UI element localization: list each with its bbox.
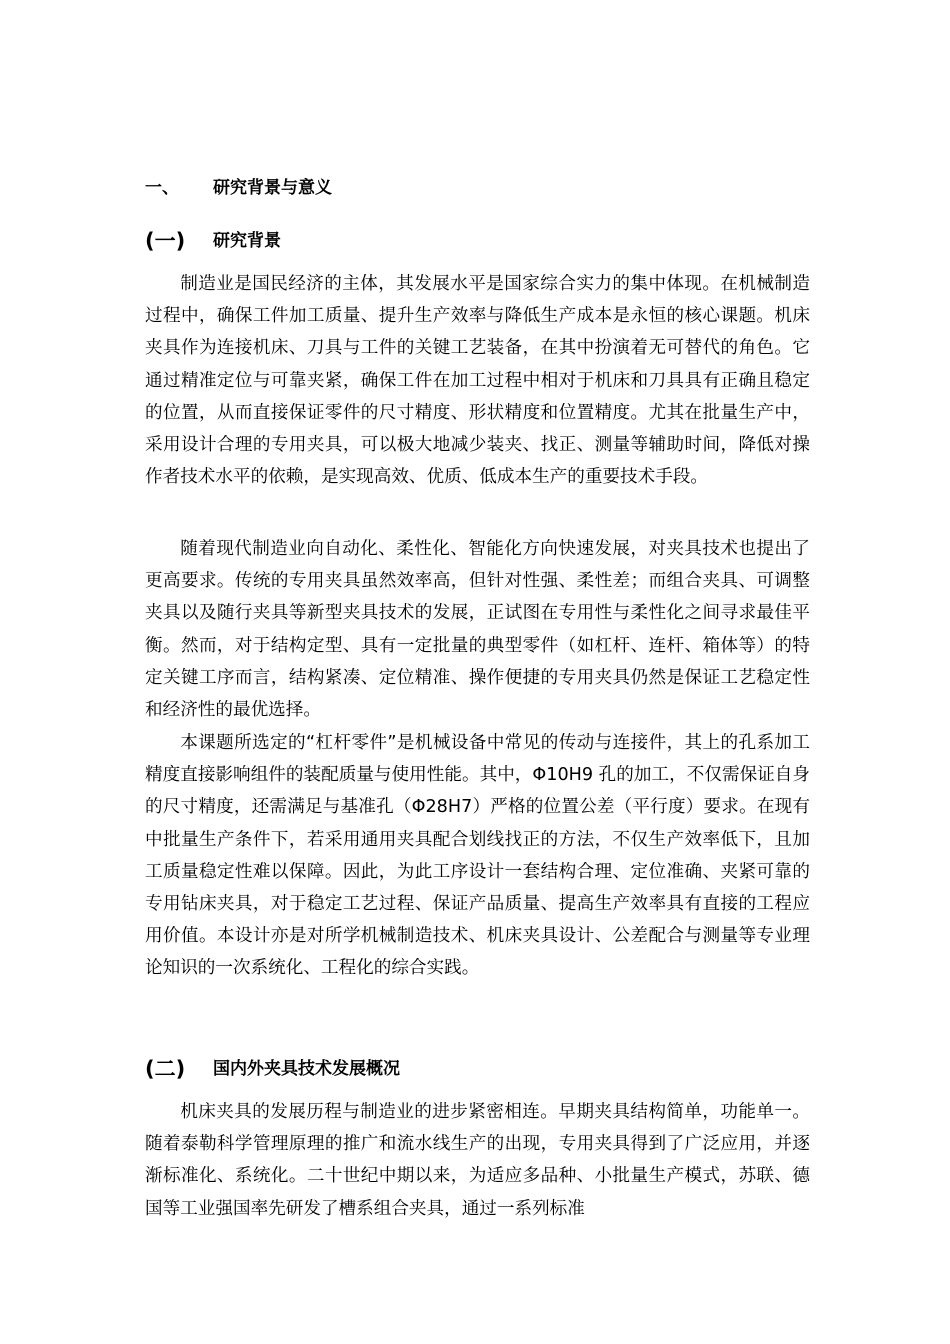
section-title: 研究背景与意义 [213, 178, 332, 198]
subsection-heading-1 [145, 226, 281, 256]
paragraph: 本课题所选定的“杠杆零件”是机械设备中常见的传动与连接件，其上的孔系加工精度直接影响组件的装配质量与使用性能。其中，Φ10H9 孔的加工，不仅需保证自身的尺寸精度，还需满足与基准孔（Φ28H7）严格的位置公差（平行度）要求。在现有中批量生产条件下，若采用通用夹具配合划线找正的方法，不仅生产效率低下，且加工质量稳定性难以保障。因此，为此工序设计一套结构合理、定位准确、夹紧可靠的专用钻床夹具，对于稳定工艺过程、保证产品质量、提高生产效率具有直接的工程应用价值。本设计亦是对所学机械制造技术、机床夹具设计、公差配合与测量等专业理论知识的一次系统化、工程化的综合实践。 [145, 733, 810, 979]
section-number: 一、 [145, 178, 179, 198]
subsection-title: 研究背景 [213, 231, 281, 251]
subsection-number: (二) [145, 1057, 186, 1081]
paragraph: 随着现代制造业向自动化、柔性化、智能化方向快速发展，对夹具技术也提出了更高要求。传统的专用夹具虽然效率高，但针对性强、柔性差；而组合夹具、可调整夹具以及随行夹具等新型夹具技术的发展，正试图在专用性与柔性化之间寻求最佳平衡。然而，对于结构定型、具有一定批量的典型零件（如杠杆、连杆、箱体等）的特定关键工序而言，结构紧凑、定位精准、操作便捷的专用夹具仍然是保证工艺稳定性和经济性的最优选择。 [145, 539, 810, 721]
paragraph: 制造业是国民经济的主体，其发展水平是国家综合实力的集中体现。在机械制造过程中，确保工件加工质量、提升生产效率与降低生产成本是永恒的核心课题。机床夹具作为连接机床、刀具与工件的关键工艺装备，在其中扮演着无可替代的角色。它通过精准定位与可靠夹紧，确保工件在加工过程中相对于机床和刀具具有正确且稳定的位置，从而直接保证零件的尺寸精度、形状精度和位置精度。尤其在批量生产中，采用设计合理的专用夹具，可以极大地减少装夹、找正、测量等辅助时间，降低对操作者技术水平的依赖，是实现高效、优质、低成本生产的重要技术手段。 [145, 274, 810, 488]
subsection-heading-2 [145, 1054, 400, 1084]
subsection-number: (一) [145, 229, 186, 253]
section-heading [145, 174, 332, 202]
subsection-title: 国内外夹具技术发展概况 [213, 1059, 400, 1079]
paragraph: 机床夹具的发展历程与制造业的进步紧密相连。早期夹具结构简单，功能单一。随着泰勒科学管理原理的推广和流水线生产的出现，专用夹具得到了广泛应用，并逐渐标准化、系统化。二十世纪中期以来，为适应多品种、小批量生产模式，苏联、德国等工业强国率先研发了槽系组合夹具，通过一系列标准 [145, 1102, 810, 1219]
